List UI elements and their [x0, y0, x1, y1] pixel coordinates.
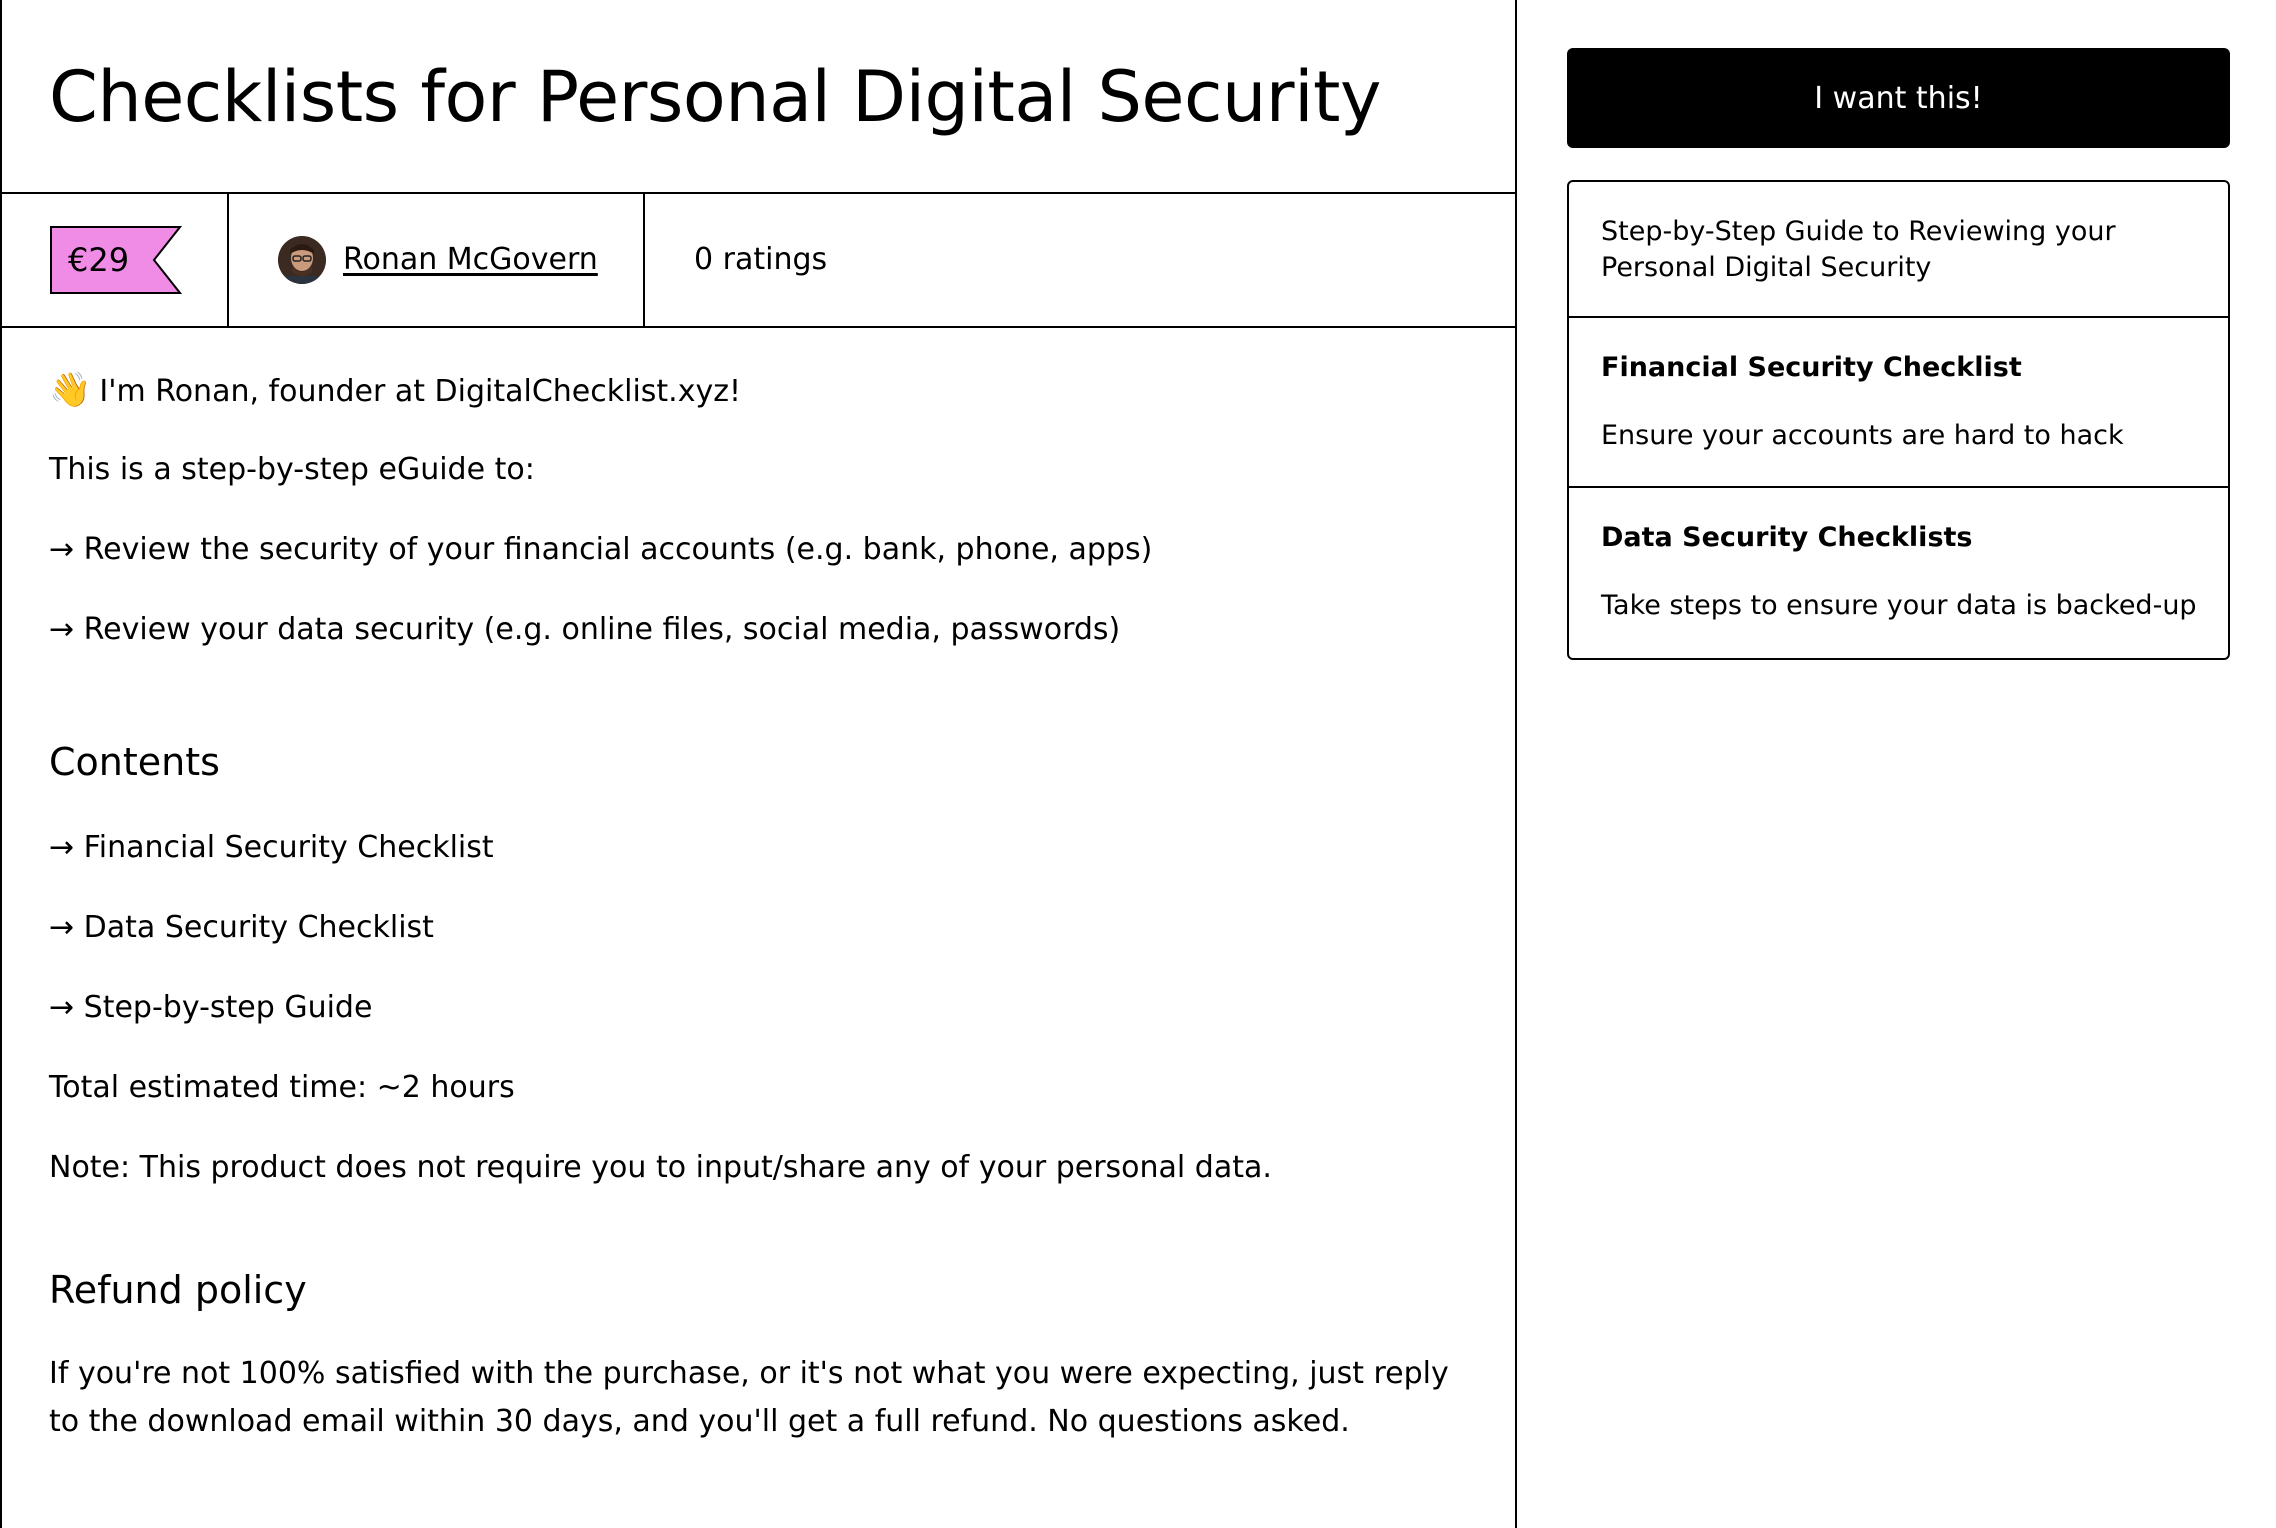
price-tag [50, 226, 182, 294]
avatar-icon [278, 236, 326, 284]
feature-subtitle: Take steps to ensure your data is backed-up [1601, 590, 2197, 621]
bullet-financial: → Review the security of your financial accounts (e.g. bank, phone, apps) [49, 532, 1153, 567]
contents-item: → Step-by-step Guide [49, 990, 373, 1025]
author-avatar[interactable] [278, 236, 326, 284]
lead-text: This is a step-by-step eGuide to: [49, 452, 535, 487]
estimated-time: Total estimated time: ~2 hours [49, 1070, 515, 1105]
product-title: Checklists for Personal Digital Security [49, 56, 1381, 138]
product-summary-card [1567, 180, 2230, 660]
contents-item: → Data Security Checklist [49, 910, 434, 945]
summary-text: Step-by-Step Guide to Reviewing your Personal Digital Security [1601, 216, 2116, 283]
waving-hand-icon: 👋 [49, 370, 92, 410]
price-value: €29 [68, 241, 130, 279]
intro-text: I'm Ronan, founder at DigitalChecklist.xyz! [99, 374, 741, 409]
author-cell [229, 194, 645, 326]
price-cell [2, 194, 229, 326]
feature-subtitle: Ensure your accounts are hard to hack [1601, 420, 2124, 451]
bullet-data: → Review your data security (e.g. online files, social media, passwords) [49, 612, 1121, 647]
privacy-note: Note: This product does not require you to input/share any of your personal data. [49, 1150, 1272, 1185]
summary-section [1569, 182, 2228, 318]
author-link[interactable]: Ronan McGovern [343, 242, 598, 277]
intro-line [49, 370, 741, 412]
buy-button[interactable]: I want this! [1567, 48, 2230, 148]
product-meta-bar [2, 194, 1515, 328]
contents-heading: Contents [49, 740, 220, 784]
title-area [2, 0, 1515, 194]
feature-title: Financial Security Checklist [1601, 352, 2022, 383]
feature-financial [1569, 318, 2228, 488]
refund-heading: Refund policy [49, 1268, 307, 1312]
refund-text: If you're not 100% satisfied with the purchase, or it's not what you were expecting, just reply to the download email within 30 days, and you'll get a full refund. No questions asked. [49, 1356, 1449, 1439]
ratings-cell [645, 194, 1245, 326]
contents-item: → Financial Security Checklist [49, 830, 494, 865]
feature-data [1569, 488, 2228, 658]
ratings-count: 0 ratings [694, 242, 828, 277]
feature-title: Data Security Checklists [1601, 522, 1973, 553]
